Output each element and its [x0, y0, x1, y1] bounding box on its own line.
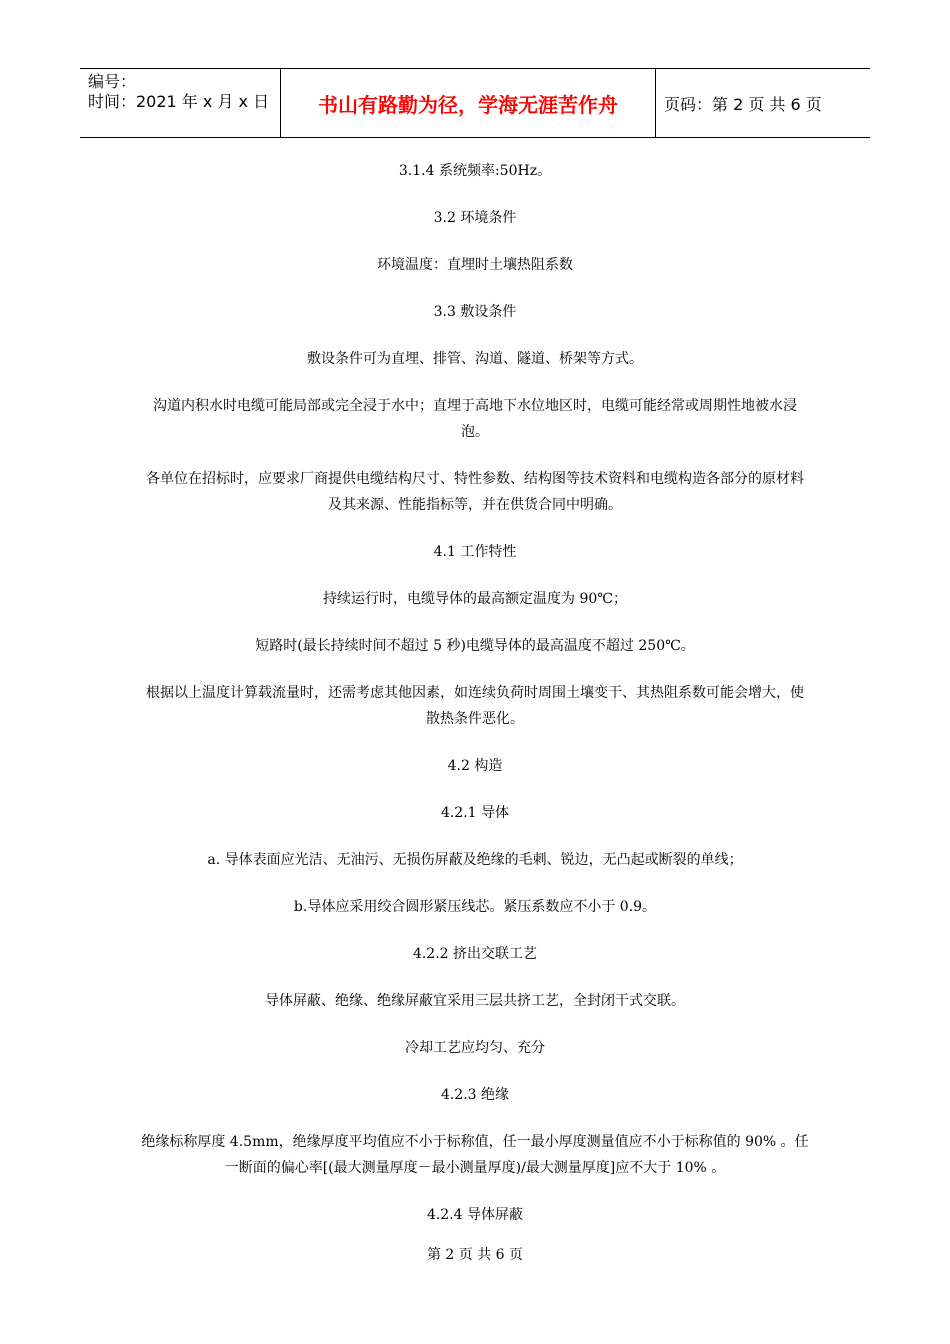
page-header [80, 68, 870, 138]
section-heading: 4.2 构造 [447, 758, 503, 774]
header-meta [80, 69, 280, 137]
paragraph: 沟道内积水时电缆可能局部或完全浸于水中；直埋于高地下水位地区时，电缆可能经常或周期性地被水浸泡。 [153, 398, 797, 440]
section-heading: 4.2.4 导体屏蔽 [426, 1207, 524, 1223]
paragraph: 根据以上温度计算载流量时，还需考虑其他因素，如连续负荷时周围土壤变干、其热阻系数可能会增大，使散热条件恶化。 [146, 685, 804, 727]
paragraph: 敷设条件可为直埋、排管、沟道、隧道、桥架等方式。 [307, 351, 643, 367]
section-heading: 4.2.3 绝缘 [440, 1087, 510, 1103]
paragraph: a. 导体表面应光洁、无油污、无损伤屏蔽及绝缘的毛刺、锐边，无凸起或断裂的单线； [207, 852, 743, 868]
paragraph: 3.1.4 系统频率:50Hz。 [398, 163, 552, 179]
paragraph: 短路时(最长持续时间不超过 5 秒)电缆导体的最高温度不超过 250℃。 [255, 638, 695, 654]
section-heading: 4.2.1 导体 [440, 805, 510, 821]
header-motto: 书山有路勤为径，学海无涯苦作舟 [280, 69, 656, 137]
section-heading: 4.2.2 挤出交联工艺 [412, 946, 538, 962]
header-page-number: 页码：第 2 页 共 6 页 [664, 94, 822, 114]
paragraph: 持续运行时，电缆导体的最高额定温度为 90℃； [323, 591, 627, 607]
document-body [140, 158, 810, 1249]
paragraph: b.导体应采用绞合圆形紧压线芯。紧压系数应不小于 0.9。 [293, 899, 657, 915]
section-heading: 3.3 敷设条件 [433, 304, 517, 320]
paragraph: 冷却工艺应均匀、充分 [405, 1040, 545, 1056]
section-heading: 4.1 工作特性 [433, 544, 517, 560]
paragraph: 环境温度：直埋时土壤热阻系数 [377, 257, 573, 273]
document-number-label: 编号： [88, 72, 137, 91]
paragraph: 绝缘标称厚度 4.5mm，绝缘厚度平均值应不小于标称值，任一最小厚度测量值应不小于标称值的 90% 。任一断面的偏心率[(最大测量厚度－最小测量厚度)/最大测量厚度]应不大于 10% 。 [141, 1134, 809, 1176]
paragraph: 各单位在招标时，应要求厂商提供电缆结构尺寸、特性参数、结构图等技术资料和电缆构造各部分的原材料及其来源、性能指标等，并在供货合同中明确。 [146, 471, 804, 513]
paragraph: 导体屏蔽、绝缘、绝缘屏蔽宜采用三层共挤工艺，全封闭干式交联。 [265, 993, 685, 1009]
section-heading: 3.2 环境条件 [433, 210, 517, 226]
document-date: 时间：2021 年 x 月 x 日 [88, 92, 270, 111]
page-footer: 第 2 页 共 6 页 [426, 1247, 524, 1263]
